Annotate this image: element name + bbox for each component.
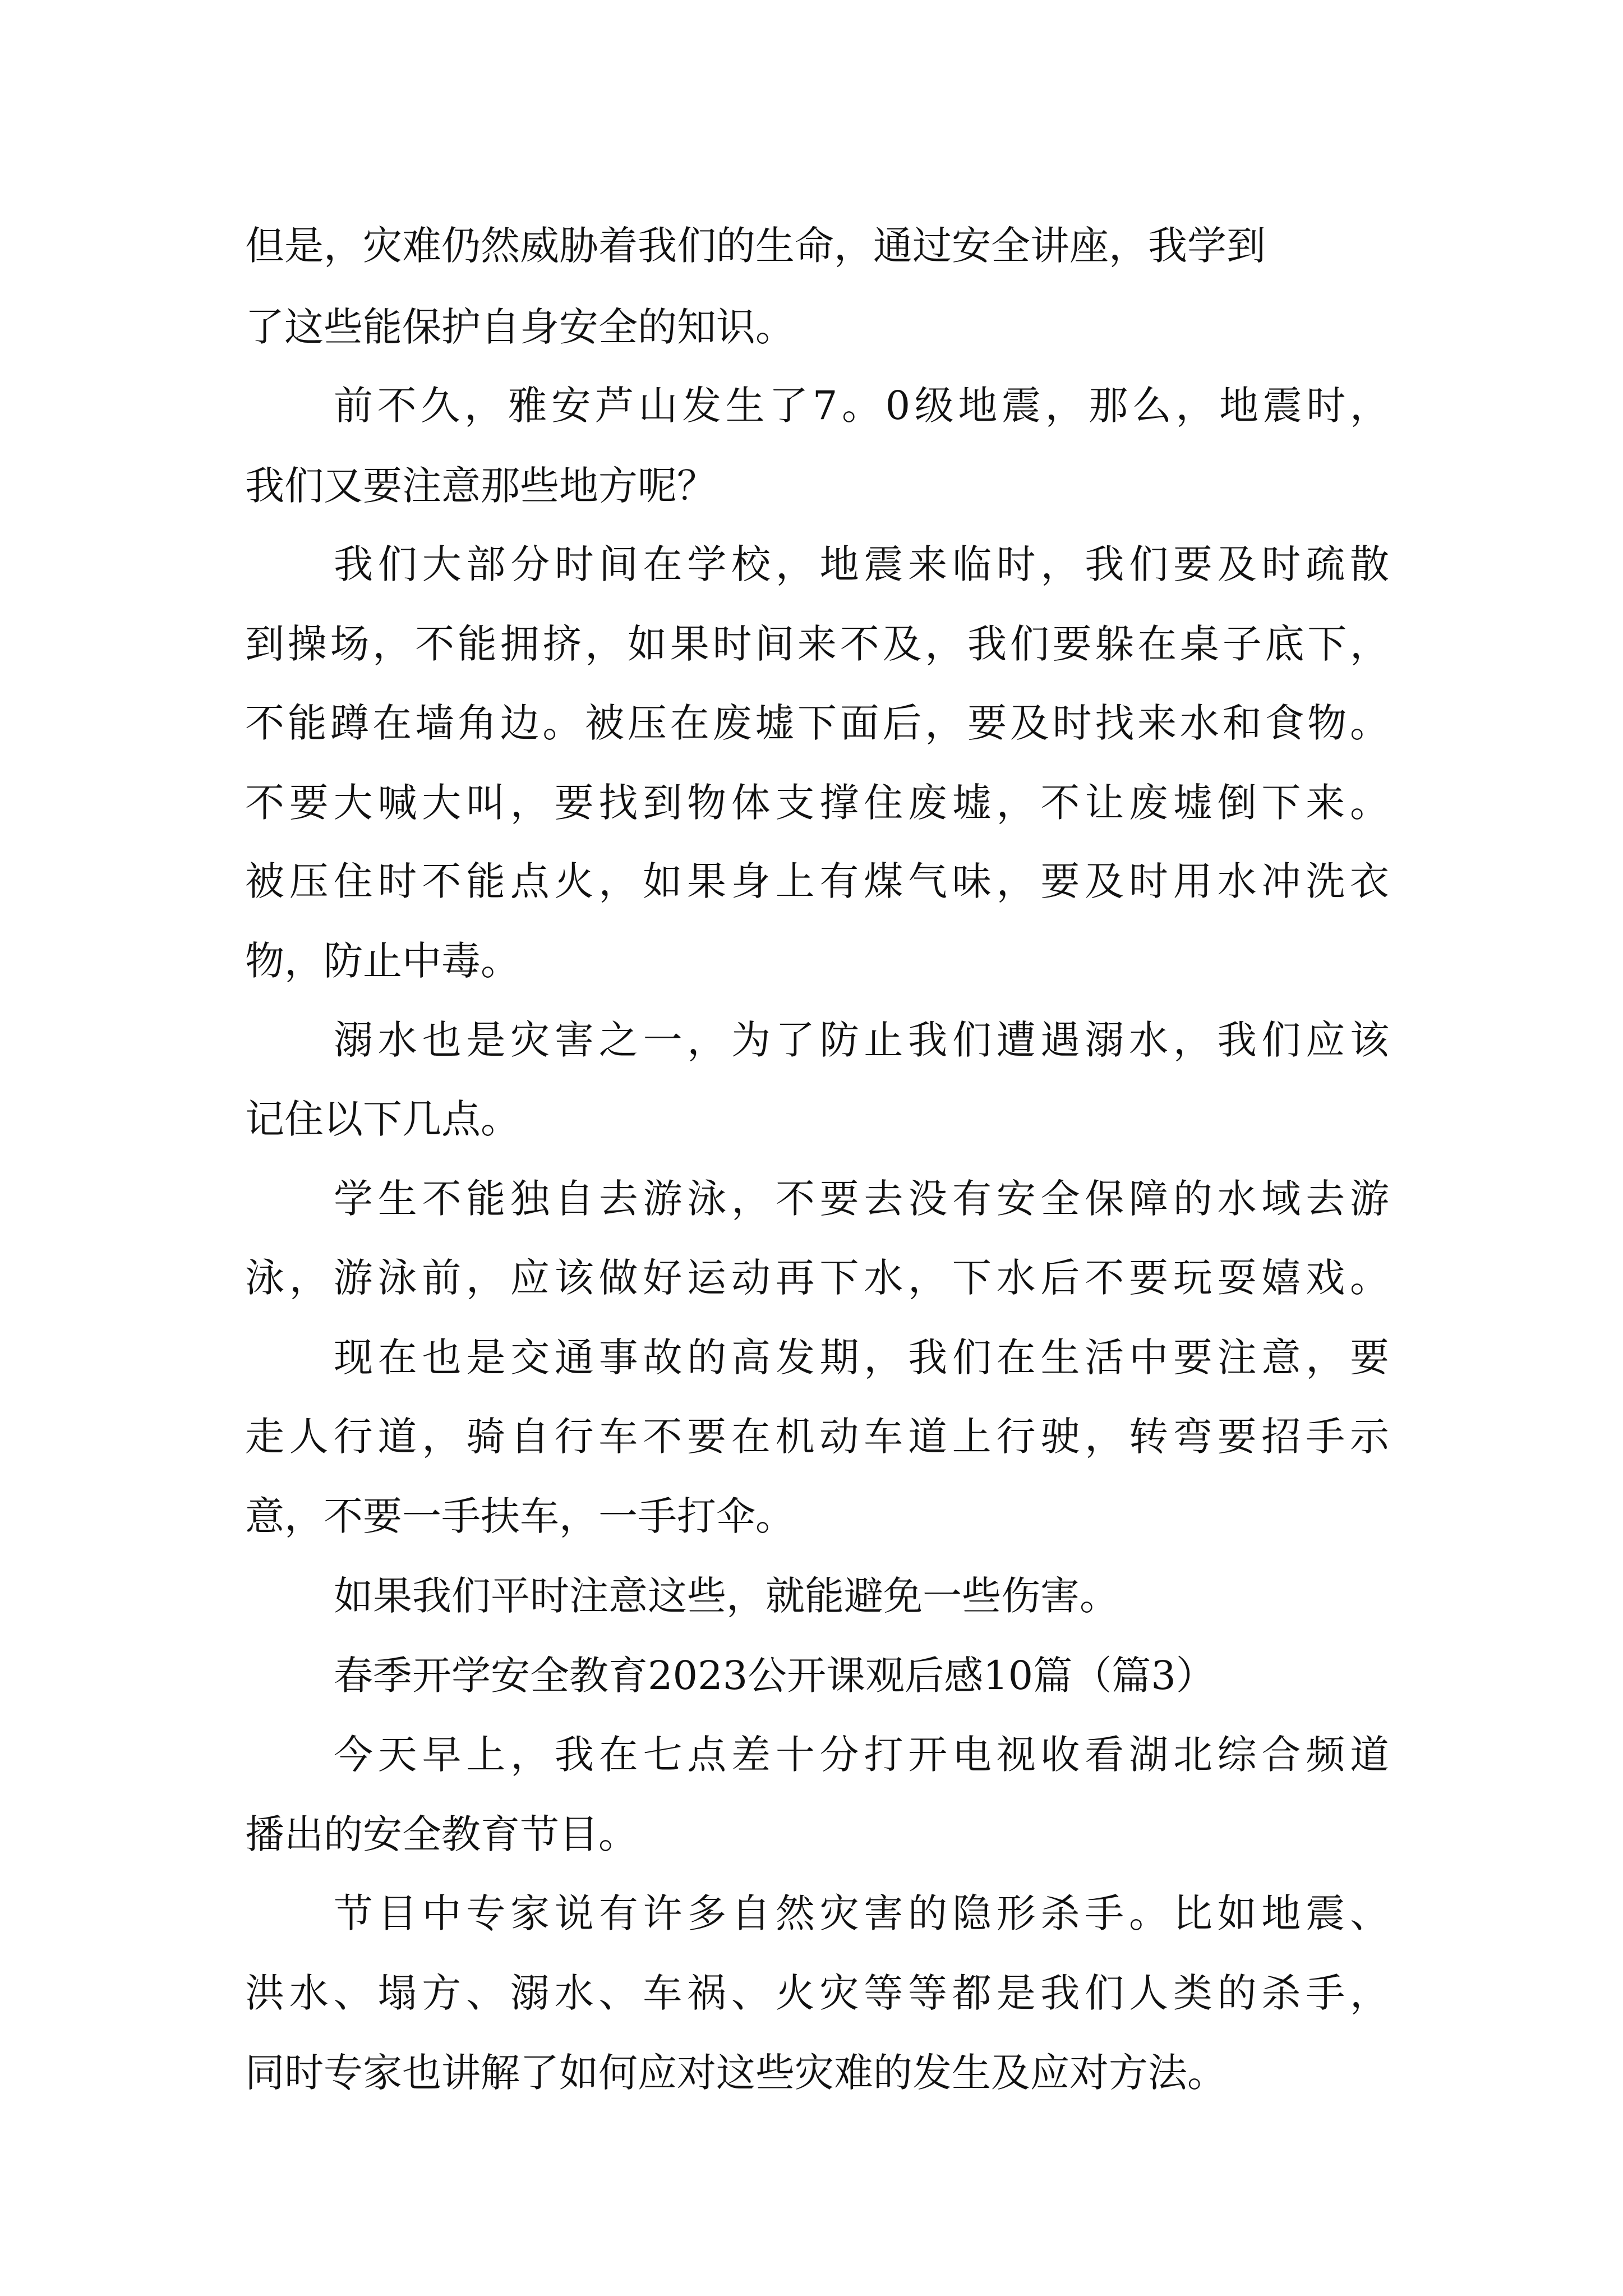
text-line: 意，不要一手扶车，一手打伞。	[245, 1493, 795, 1539]
text-line: 但是，灾难仍然威胁着我们的生命，通过安全讲座，我学到	[245, 223, 1266, 269]
text-line: 不能蹲在墙角边。被压在废墟下面后，要及时找来水和食物。	[245, 700, 1389, 746]
text-line: 记住以下几点。	[245, 1096, 520, 1142]
text-line: 现在也是交通事故的高发期，我们在生活中要注意，要	[334, 1335, 1389, 1381]
text-line: 物，防止中毒。	[245, 938, 520, 984]
text-line: 今天早上，我在七点差十分打开电视收看湖北综合频道	[334, 1732, 1389, 1778]
text-line: 播出的安全教育节目。	[245, 1811, 638, 1857]
text-line: 被压住时不能点火，如果身上有煤气味，要及时用水冲洗衣	[245, 858, 1389, 904]
text-line: 同时专家也讲解了如何应对这些灾难的发生及应对方法。	[245, 2050, 1227, 2096]
text-line: 我们大部分时间在学校，地震来临时，我们要及时疏散	[334, 541, 1389, 587]
text-line: 了这些能保护自身安全的知识。	[245, 304, 795, 350]
text-line: 到操场，不能拥挤，如果时间来不及，我们要躲在桌子底下，	[245, 621, 1389, 667]
text-line: 节目中专家说有许多自然灾害的隐形杀手。比如地震、	[334, 1890, 1389, 1936]
text-line: 泳，游泳前，应该做好运动再下水，下水后不要玩耍嬉戏。	[245, 1255, 1389, 1301]
text-line: 溺水也是灾害之一，为了防止我们遭遇溺水，我们应该	[334, 1017, 1389, 1063]
text-line: 不要大喊大叫，要找到物体支撑住废墟，不让废墟倒下来。	[245, 780, 1389, 826]
text-line: 走人行道，骑自行车不要在机动车道上行驶，转弯要招手示	[245, 1414, 1389, 1460]
text-line: 我们又要注意那些地方呢？	[245, 463, 716, 509]
section-heading: 春季开学安全教育2023公开课观后感10篇（篇3）	[334, 1653, 1215, 1699]
text-line: 洪水、塌方、溺水、车祸、火灾等等都是我们人类的杀手，	[245, 1970, 1389, 2016]
text-line: 学生不能独自去游泳，不要去没有安全保障的水域去游	[334, 1176, 1389, 1222]
text-line: 如果我们平时注意这些，就能避免一些伤害。	[334, 1573, 1119, 1619]
text-line: 前不久，雅安芦山发生了7。0级地震，那么，地震时，	[334, 383, 1389, 429]
